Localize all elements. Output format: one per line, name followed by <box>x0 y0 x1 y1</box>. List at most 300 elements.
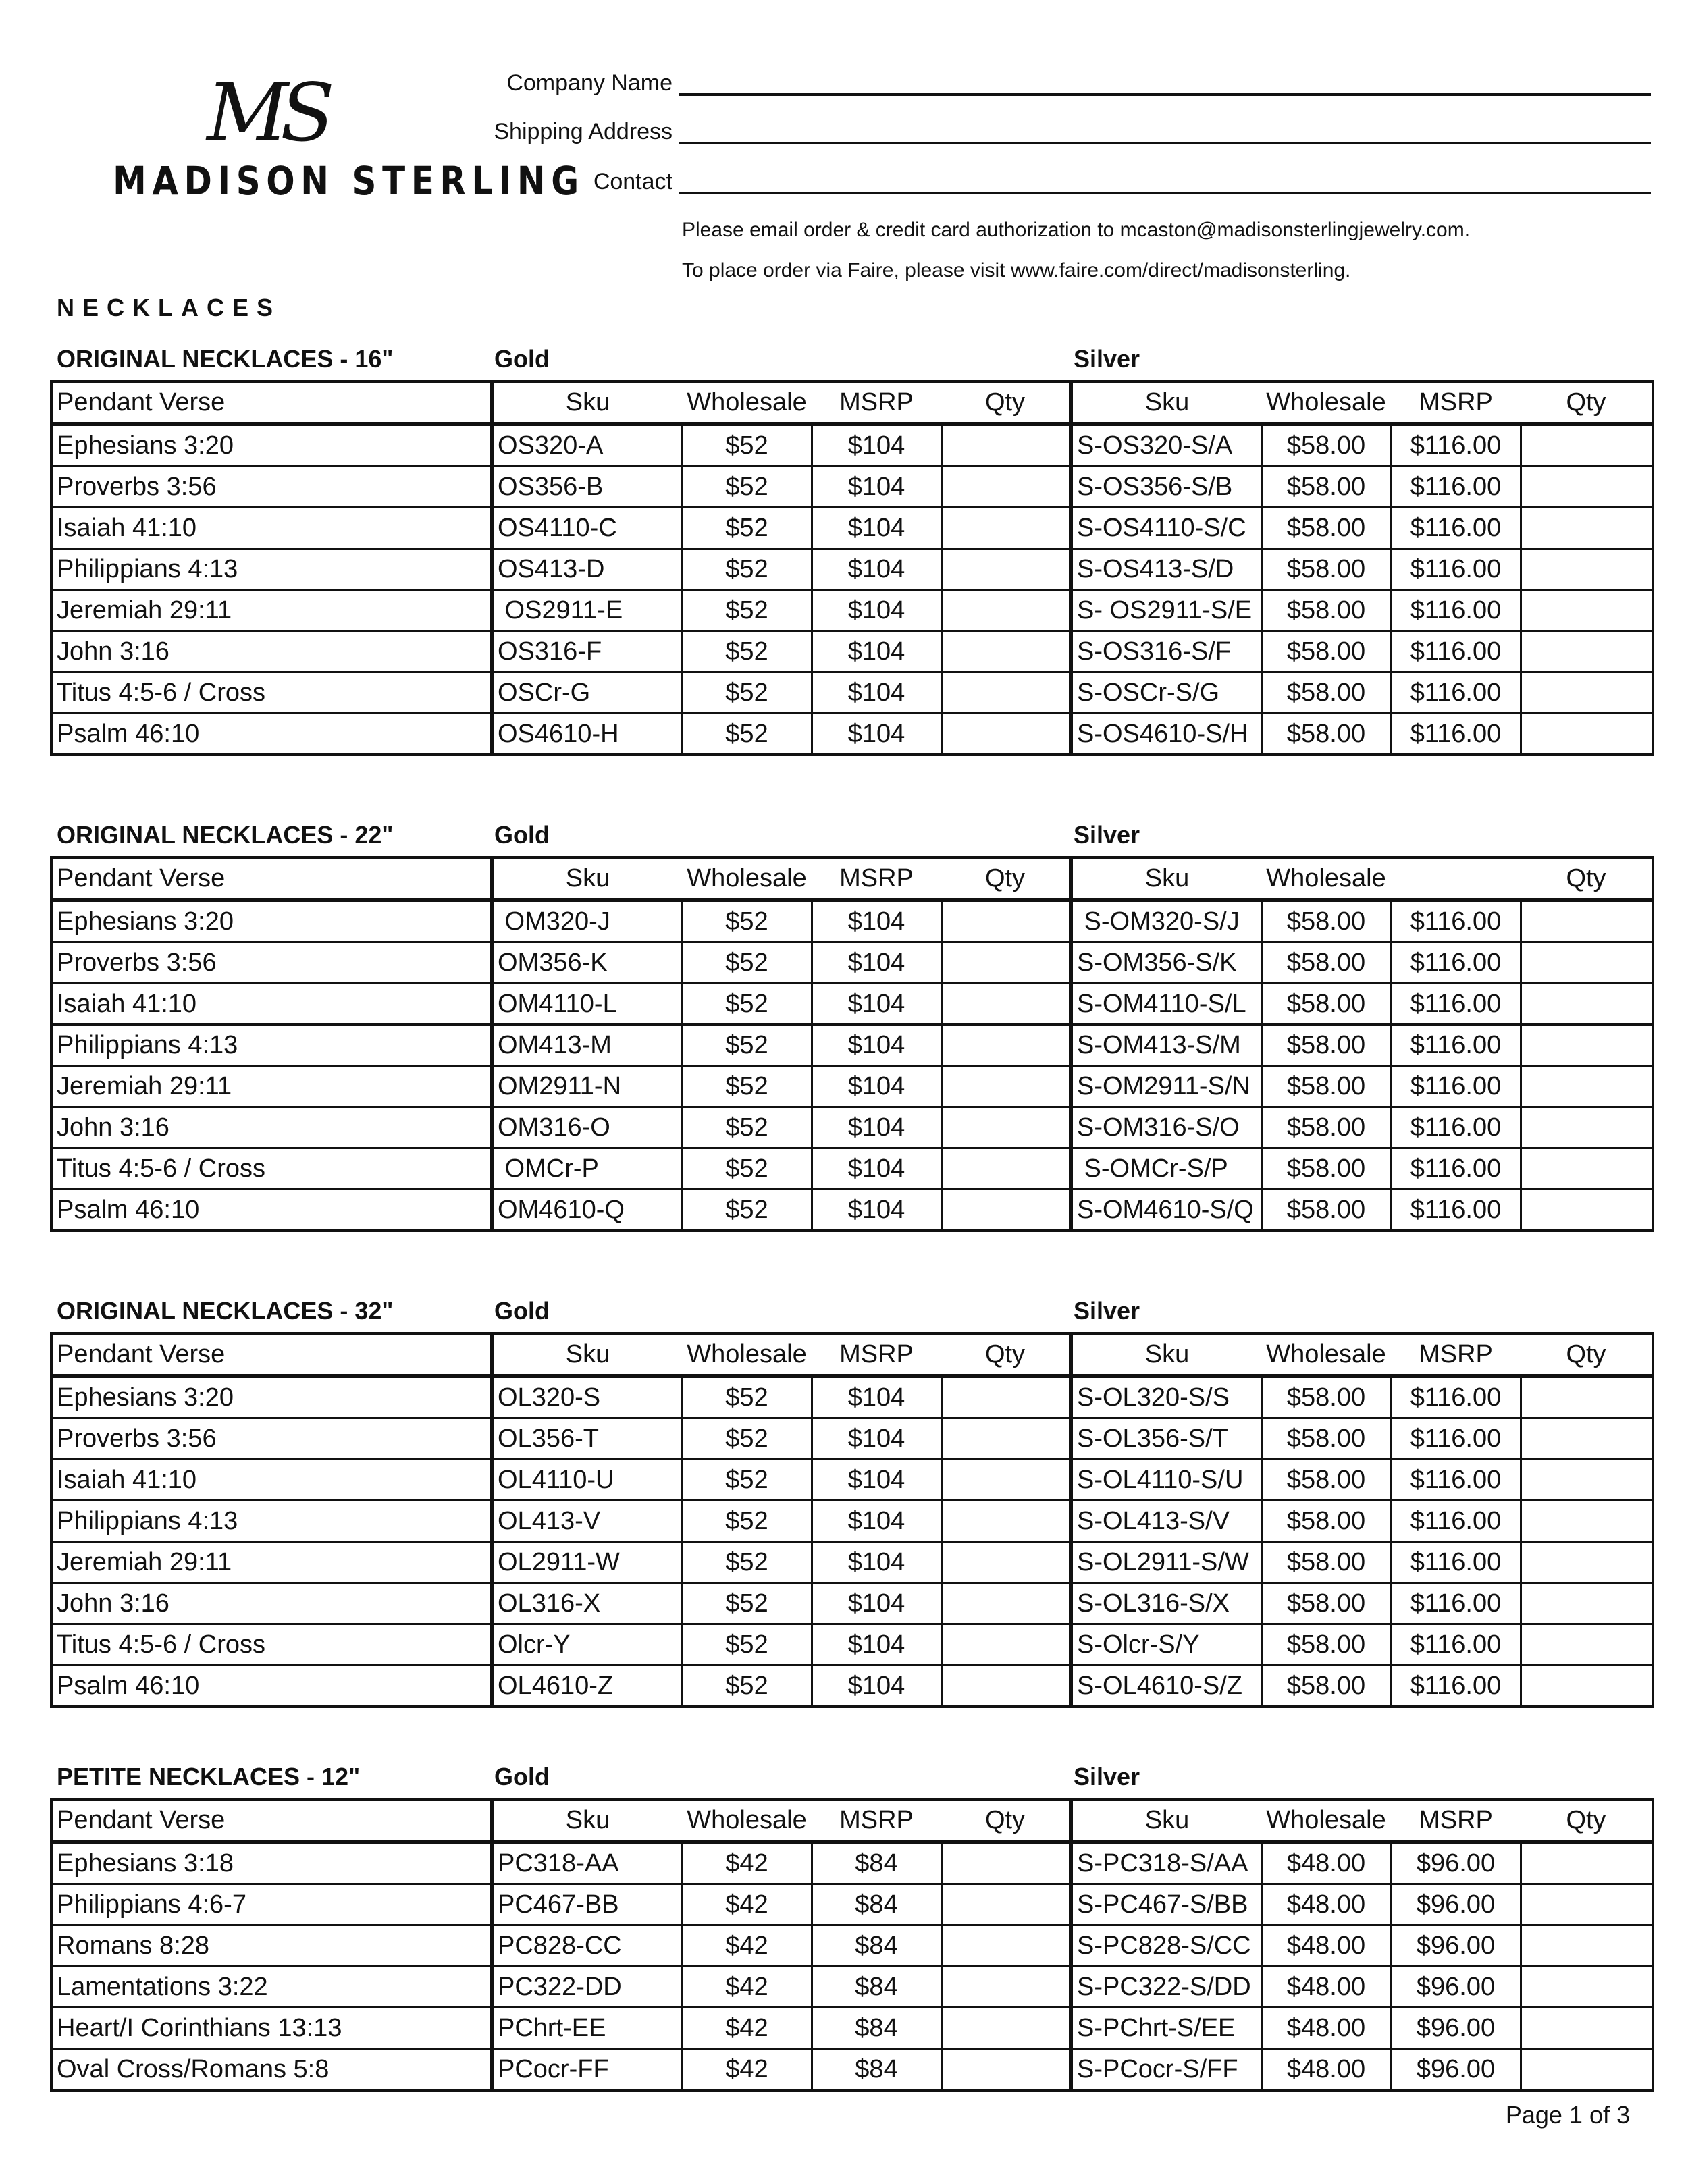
table-cell: Ephesians 3:20 <box>51 900 492 942</box>
qty-input[interactable] <box>1521 1501 1653 1542</box>
table-row <box>51 1148 1653 1190</box>
qty-input[interactable] <box>1521 1542 1653 1583</box>
column-header: Qty <box>1521 857 1653 900</box>
column-header: Pendant Verse <box>51 857 492 900</box>
table-cell: $104 <box>812 714 941 755</box>
table-cell: Isaiah 41:10 <box>51 508 492 549</box>
table-cell: $58.00 <box>1261 508 1391 549</box>
table-cell: OS4610-H <box>492 714 682 755</box>
table-cell: $116.00 <box>1391 631 1521 672</box>
qty-input[interactable] <box>941 631 1071 672</box>
table-cell: $52 <box>682 1624 812 1666</box>
column-header: Wholesale <box>682 381 812 424</box>
shipping-address-label: Shipping Address <box>494 119 672 144</box>
table-cell: $104 <box>812 1107 941 1148</box>
table-caption-row <box>50 1293 1652 1332</box>
table-cell: $84 <box>812 1884 941 1925</box>
table-cell: $104 <box>812 1624 941 1666</box>
column-header: Qty <box>1521 1333 1653 1376</box>
qty-input[interactable] <box>1521 1925 1653 1967</box>
gold-label: Gold <box>494 1763 550 1790</box>
table-cell: $58.00 <box>1261 1666 1391 1707</box>
table-cell: $58.00 <box>1261 424 1391 467</box>
table-cell: S-OMCr-S/P <box>1071 1148 1261 1190</box>
qty-input[interactable] <box>1521 1418 1653 1460</box>
table-cell: $52 <box>682 424 812 467</box>
brand-monogram: MS <box>207 66 327 159</box>
qty-input[interactable] <box>941 1501 1071 1542</box>
qty-input[interactable] <box>941 1418 1071 1460</box>
table-cell: Philippians 4:13 <box>51 1501 492 1542</box>
table-cell: S-OM4610-S/Q <box>1071 1190 1261 1231</box>
table-cell: S-OM4110-S/L <box>1071 984 1261 1025</box>
qty-input[interactable] <box>941 1542 1071 1583</box>
qty-input[interactable] <box>941 1376 1071 1418</box>
table-cell: $96.00 <box>1391 1884 1521 1925</box>
qty-input[interactable] <box>941 549 1071 590</box>
table-cell: $42 <box>682 1842 812 1884</box>
column-header: MSRP <box>812 1333 941 1376</box>
product-table-section <box>50 1293 1652 1708</box>
table-cell: $58.00 <box>1261 1624 1391 1666</box>
column-header: Qty <box>941 857 1071 900</box>
table-cell: $104 <box>812 1460 941 1501</box>
table-row <box>51 1925 1653 1967</box>
table-row <box>51 984 1653 1025</box>
table-cell: S-OSCr-S/G <box>1071 672 1261 714</box>
table-cell: $52 <box>682 549 812 590</box>
table-cell: $104 <box>812 1418 941 1460</box>
table-cell: $52 <box>682 672 812 714</box>
table-cell: PCocr-FF <box>492 2049 682 2091</box>
company-name-label: Company Name <box>506 70 672 96</box>
qty-input[interactable] <box>1521 467 1653 508</box>
table-caption-row <box>50 1759 1652 1798</box>
qty-input[interactable] <box>941 942 1071 984</box>
qty-input[interactable] <box>941 1583 1071 1624</box>
table-cell: $58.00 <box>1261 631 1391 672</box>
table-cell: $48.00 <box>1261 1967 1391 2008</box>
column-header: MSRP <box>1391 1333 1521 1376</box>
table-cell: $96.00 <box>1391 2008 1521 2049</box>
table-cell: S-PC828-S/CC <box>1071 1925 1261 1967</box>
table-cell: $116.00 <box>1391 1148 1521 1190</box>
table-cell: $58.00 <box>1261 900 1391 942</box>
column-header <box>1391 857 1521 900</box>
table-row <box>51 590 1653 631</box>
qty-input[interactable] <box>941 1066 1071 1107</box>
qty-input[interactable] <box>1521 2008 1653 2049</box>
qty-input[interactable] <box>1521 549 1653 590</box>
table-cell: Psalm 46:10 <box>51 1190 492 1231</box>
table-cell: OM413-M <box>492 1025 682 1066</box>
company-name-field[interactable] <box>473 61 1651 101</box>
table-cell: S-OS316-S/F <box>1071 631 1261 672</box>
qty-input[interactable] <box>941 1925 1071 1967</box>
qty-input[interactable] <box>941 1148 1071 1190</box>
table-cell: $116.00 <box>1391 900 1521 942</box>
qty-input[interactable] <box>1521 1107 1653 1148</box>
qty-input[interactable] <box>1521 1666 1653 1707</box>
table-cell: OMCr-P <box>492 1148 682 1190</box>
qty-input[interactable] <box>941 672 1071 714</box>
qty-input[interactable] <box>941 1967 1071 2008</box>
table-cell: Philippians 4:6-7 <box>51 1884 492 1925</box>
table-cell: OM320-J <box>492 900 682 942</box>
qty-input[interactable] <box>941 2049 1071 2091</box>
qty-input[interactable] <box>1521 1066 1653 1107</box>
product-table <box>50 380 1654 756</box>
qty-input[interactable] <box>1521 900 1653 942</box>
table-header-row <box>51 857 1653 900</box>
column-header: Qty <box>941 1799 1071 1842</box>
table-cell: Titus 4:5-6 / Cross <box>51 1148 492 1190</box>
table-cell: Psalm 46:10 <box>51 1666 492 1707</box>
column-header: Qty <box>1521 381 1653 424</box>
table-cell: S-PC322-S/DD <box>1071 1967 1261 2008</box>
table-row <box>51 1190 1653 1231</box>
table-cell: $116.00 <box>1391 1418 1521 1460</box>
table-row <box>51 508 1653 549</box>
table-cell: $104 <box>812 672 941 714</box>
gold-label: Gold <box>494 345 550 373</box>
table-cell: $52 <box>682 900 812 942</box>
qty-input[interactable] <box>1521 2049 1653 2091</box>
table-row <box>51 1460 1653 1501</box>
table-cell: $58.00 <box>1261 672 1391 714</box>
table-row <box>51 900 1653 942</box>
column-header: Wholesale <box>682 1799 812 1842</box>
table-cell: $48.00 <box>1261 1884 1391 1925</box>
qty-input[interactable] <box>941 467 1071 508</box>
table-row <box>51 1884 1653 1925</box>
column-header: Sku <box>492 1333 682 1376</box>
faire-note: To place order via Faire, please visit www.faire.com/direct/madisonsterling. <box>682 259 1351 282</box>
product-table-section <box>50 817 1652 1232</box>
column-header: Qty <box>941 1333 1071 1376</box>
table-cell: $84 <box>812 1967 941 2008</box>
table-cell: $58.00 <box>1261 467 1391 508</box>
page-number: Page 1 of 3 <box>1505 2101 1630 2129</box>
table-cell: S- OS2911-S/E <box>1071 590 1261 631</box>
table-cell: $116.00 <box>1391 467 1521 508</box>
table-row <box>51 714 1653 755</box>
gold-label: Gold <box>494 821 550 849</box>
table-cell: $52 <box>682 1107 812 1148</box>
table-cell: $104 <box>812 1148 941 1190</box>
table-cell: $104 <box>812 984 941 1025</box>
table-cell: PC828-CC <box>492 1925 682 1967</box>
qty-input[interactable] <box>1521 631 1653 672</box>
table-cell: $96.00 <box>1391 1967 1521 2008</box>
table-cell: $116.00 <box>1391 1460 1521 1501</box>
table-cell: $58.00 <box>1261 1376 1391 1418</box>
table-cell: John 3:16 <box>51 1583 492 1624</box>
qty-input[interactable] <box>1521 1148 1653 1190</box>
table-title: ORIGINAL NECKLACES - 32" <box>57 1297 394 1325</box>
table-cell: $58.00 <box>1261 1025 1391 1066</box>
contact-field[interactable] <box>473 159 1651 200</box>
table-cell: OS413-D <box>492 549 682 590</box>
table-cell: S-OS320-S/A <box>1071 424 1261 467</box>
table-cell: Titus 4:5-6 / Cross <box>51 1624 492 1666</box>
qty-input[interactable] <box>941 590 1071 631</box>
table-cell: $116.00 <box>1391 1107 1521 1148</box>
table-header-row <box>51 1799 1653 1842</box>
column-header: Wholesale <box>682 857 812 900</box>
table-cell: S-OS4110-S/C <box>1071 508 1261 549</box>
table-cell: $104 <box>812 549 941 590</box>
table-cell: S-OM320-S/J <box>1071 900 1261 942</box>
table-cell: $42 <box>682 2049 812 2091</box>
table-cell: $104 <box>812 900 941 942</box>
column-header: MSRP <box>812 857 941 900</box>
table-cell: $116.00 <box>1391 1542 1521 1583</box>
column-header: Sku <box>492 381 682 424</box>
table-cell: $96.00 <box>1391 1842 1521 1884</box>
qty-input[interactable] <box>941 1666 1071 1707</box>
table-row <box>51 1025 1653 1066</box>
qty-input[interactable] <box>1521 714 1653 755</box>
silver-label: Silver <box>1074 1763 1140 1790</box>
table-cell: $116.00 <box>1391 1376 1521 1418</box>
table-cell: $116.00 <box>1391 1190 1521 1231</box>
contact-line <box>679 192 1651 194</box>
qty-input[interactable] <box>941 1107 1071 1148</box>
column-header: Sku <box>1071 1799 1261 1842</box>
table-cell: $104 <box>812 1025 941 1066</box>
table-cell: $84 <box>812 2008 941 2049</box>
table-cell: $104 <box>812 1501 941 1542</box>
column-header: Sku <box>1071 1333 1261 1376</box>
qty-input[interactable] <box>941 424 1071 467</box>
table-cell: Jeremiah 29:11 <box>51 1542 492 1583</box>
table-cell: Jeremiah 29:11 <box>51 590 492 631</box>
table-row <box>51 467 1653 508</box>
table-cell: Psalm 46:10 <box>51 714 492 755</box>
table-row <box>51 1967 1653 2008</box>
qty-input[interactable] <box>1521 942 1653 984</box>
qty-input[interactable] <box>1521 424 1653 467</box>
qty-input[interactable] <box>941 508 1071 549</box>
qty-input[interactable] <box>1521 1624 1653 1666</box>
table-cell: $42 <box>682 1925 812 1967</box>
table-cell: $116.00 <box>1391 714 1521 755</box>
table-cell: $116.00 <box>1391 424 1521 467</box>
table-cell: $104 <box>812 508 941 549</box>
table-cell: $42 <box>682 1967 812 2008</box>
column-header: Sku <box>492 857 682 900</box>
table-cell: S-OL316-S/X <box>1071 1583 1261 1624</box>
table-row <box>51 1542 1653 1583</box>
table-cell: $116.00 <box>1391 1066 1521 1107</box>
table-cell: $58.00 <box>1261 1190 1391 1231</box>
table-cell: OS2911-E <box>492 590 682 631</box>
table-cell: Philippians 4:13 <box>51 1025 492 1066</box>
table-cell: $116.00 <box>1391 942 1521 984</box>
table-row <box>51 1418 1653 1460</box>
table-row <box>51 1583 1653 1624</box>
table-cell: S-OL2911-S/W <box>1071 1542 1261 1583</box>
table-cell: OL316-X <box>492 1583 682 1624</box>
qty-input[interactable] <box>1521 1967 1653 2008</box>
column-header: MSRP <box>1391 1799 1521 1842</box>
table-cell: $52 <box>682 1376 812 1418</box>
table-cell: $116.00 <box>1391 1666 1521 1707</box>
table-row <box>51 1501 1653 1542</box>
table-cell: $58.00 <box>1261 549 1391 590</box>
table-row <box>51 424 1653 467</box>
table-cell: Ephesians 3:20 <box>51 1376 492 1418</box>
table-cell: $104 <box>812 1376 941 1418</box>
table-cell: Isaiah 41:10 <box>51 984 492 1025</box>
table-cell: John 3:16 <box>51 1107 492 1148</box>
table-row <box>51 1624 1653 1666</box>
section-title: NECKLACES <box>57 294 282 321</box>
table-title: PETITE NECKLACES - 12" <box>57 1763 361 1790</box>
table-cell: S-OL413-S/V <box>1071 1501 1261 1542</box>
table-cell: $52 <box>682 1418 812 1460</box>
qty-input[interactable] <box>1521 1190 1653 1231</box>
qty-input[interactable] <box>941 900 1071 942</box>
table-cell: $52 <box>682 1148 812 1190</box>
table-cell: $48.00 <box>1261 2049 1391 2091</box>
table-cell: S-Olcr-S/Y <box>1071 1624 1261 1666</box>
table-cell: $116.00 <box>1391 590 1521 631</box>
shipping-address-line <box>679 142 1651 144</box>
table-header-row <box>51 1333 1653 1376</box>
table-cell: S-OM413-S/M <box>1071 1025 1261 1066</box>
table-cell: $58.00 <box>1261 590 1391 631</box>
table-cell: $52 <box>682 1542 812 1583</box>
table-cell: $52 <box>682 1066 812 1107</box>
table-cell: $52 <box>682 984 812 1025</box>
qty-input[interactable] <box>941 2008 1071 2049</box>
table-cell: $116.00 <box>1391 1501 1521 1542</box>
table-row <box>51 549 1653 590</box>
product-table <box>50 1332 1654 1708</box>
qty-input[interactable] <box>1521 590 1653 631</box>
qty-input[interactable] <box>941 984 1071 1025</box>
table-cell: OL356-T <box>492 1418 682 1460</box>
column-header: Wholesale <box>1261 857 1391 900</box>
table-cell: $96.00 <box>1391 1925 1521 1967</box>
qty-input[interactable] <box>1521 1583 1653 1624</box>
column-header: Wholesale <box>1261 1333 1391 1376</box>
table-cell: Olcr-Y <box>492 1624 682 1666</box>
table-cell: OL413-V <box>492 1501 682 1542</box>
table-cell: Lamentations 3:22 <box>51 1967 492 2008</box>
table-cell: $48.00 <box>1261 1925 1391 1967</box>
table-cell: OL2911-W <box>492 1542 682 1583</box>
table-cell: S-OL320-S/S <box>1071 1376 1261 1418</box>
qty-input[interactable] <box>941 1190 1071 1231</box>
table-cell: $116.00 <box>1391 549 1521 590</box>
table-row <box>51 1376 1653 1418</box>
column-header: Wholesale <box>682 1333 812 1376</box>
qty-input[interactable] <box>941 1884 1071 1925</box>
silver-label: Silver <box>1074 1297 1140 1325</box>
table-cell: $116.00 <box>1391 1025 1521 1066</box>
table-cell: Proverbs 3:56 <box>51 1418 492 1460</box>
table-cell: $42 <box>682 1884 812 1925</box>
column-header: Pendant Verse <box>51 1333 492 1376</box>
table-cell: $104 <box>812 467 941 508</box>
qty-input[interactable] <box>941 714 1071 755</box>
table-row <box>51 942 1653 984</box>
qty-input[interactable] <box>941 1624 1071 1666</box>
table-cell: John 3:16 <box>51 631 492 672</box>
table-title: ORIGINAL NECKLACES - 16" <box>57 345 394 373</box>
table-cell: $104 <box>812 1066 941 1107</box>
table-cell: $84 <box>812 2049 941 2091</box>
table-cell: $52 <box>682 942 812 984</box>
table-cell: OL4110-U <box>492 1460 682 1501</box>
table-cell: Proverbs 3:56 <box>51 942 492 984</box>
table-cell: $104 <box>812 424 941 467</box>
table-cell: OL320-S <box>492 1376 682 1418</box>
qty-input[interactable] <box>941 1842 1071 1884</box>
qty-input[interactable] <box>1521 1025 1653 1066</box>
table-title: ORIGINAL NECKLACES - 22" <box>57 821 394 849</box>
table-cell: $104 <box>812 1666 941 1707</box>
table-cell: $52 <box>682 1460 812 1501</box>
table-cell: $58.00 <box>1261 714 1391 755</box>
table-cell: S-OL4110-S/U <box>1071 1460 1261 1501</box>
table-row <box>51 1842 1653 1884</box>
table-cell: $116.00 <box>1391 508 1521 549</box>
table-row <box>51 1107 1653 1148</box>
table-cell: OM4110-L <box>492 984 682 1025</box>
silver-label: Silver <box>1074 821 1140 849</box>
qty-input[interactable] <box>1521 672 1653 714</box>
qty-input[interactable] <box>1521 984 1653 1025</box>
qty-input[interactable] <box>941 1460 1071 1501</box>
table-cell: OS356-B <box>492 467 682 508</box>
table-cell: $52 <box>682 1025 812 1066</box>
qty-input[interactable] <box>1521 508 1653 549</box>
qty-input[interactable] <box>941 1025 1071 1066</box>
table-row <box>51 631 1653 672</box>
qty-input[interactable] <box>1521 1376 1653 1418</box>
table-cell: Ephesians 3:20 <box>51 424 492 467</box>
qty-input[interactable] <box>1521 1460 1653 1501</box>
table-row <box>51 1666 1653 1707</box>
column-header: Sku <box>492 1799 682 1842</box>
table-cell: Philippians 4:13 <box>51 549 492 590</box>
shipping-address-field[interactable] <box>473 109 1651 150</box>
table-cell: PC322-DD <box>492 1967 682 2008</box>
table-cell: $58.00 <box>1261 1148 1391 1190</box>
contact-label: Contact <box>593 169 672 194</box>
table-cell: S-OM316-S/O <box>1071 1107 1261 1148</box>
qty-input[interactable] <box>1521 1842 1653 1884</box>
column-header: Sku <box>1071 381 1261 424</box>
gold-label: Gold <box>494 1297 550 1325</box>
column-header: MSRP <box>1391 381 1521 424</box>
table-cell: S-OM356-S/K <box>1071 942 1261 984</box>
table-cell: $58.00 <box>1261 1501 1391 1542</box>
table-cell: S-OS356-S/B <box>1071 467 1261 508</box>
table-cell: $96.00 <box>1391 2049 1521 2091</box>
column-header: Wholesale <box>1261 381 1391 424</box>
table-cell: $58.00 <box>1261 1418 1391 1460</box>
column-header: Qty <box>1521 1799 1653 1842</box>
qty-input[interactable] <box>1521 1884 1653 1925</box>
table-cell: $104 <box>812 631 941 672</box>
table-cell: Isaiah 41:10 <box>51 1460 492 1501</box>
table-cell: OM356-K <box>492 942 682 984</box>
